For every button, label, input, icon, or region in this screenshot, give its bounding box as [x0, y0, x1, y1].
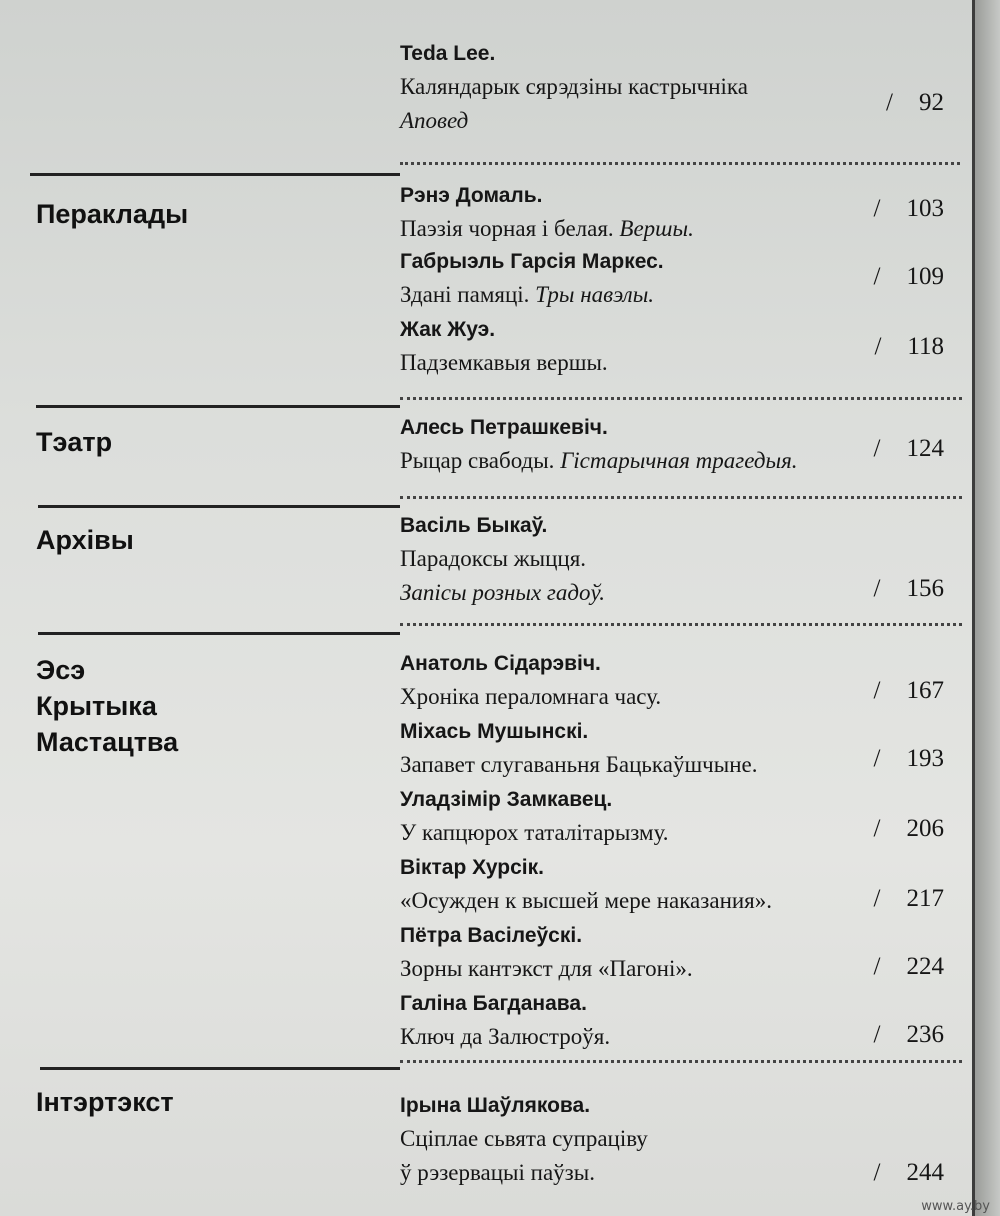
entry-title: Сціплае сьвята супраціву: [400, 1126, 648, 1151]
toc-entry: [400, 988, 960, 1054]
page-separator: /: [886, 89, 893, 116]
entry-page: / 156: [873, 575, 944, 602]
entry-author: Васіль Быкаў.: [400, 514, 548, 537]
toc-entry: [400, 920, 960, 986]
entry-author: Teda Lee.: [400, 42, 496, 65]
entry-page: / 217: [873, 885, 944, 912]
entry-page: / 103: [873, 195, 944, 222]
book-gutter-shadow: [975, 0, 1000, 1216]
entry-title: Падземкавыя вершы.: [400, 350, 608, 375]
entry-author: Міхась Мушынскі.: [400, 720, 589, 743]
entry-title: Запавет слугаваньня Бацькаўшчыне.: [400, 752, 758, 777]
page-number: 92: [919, 89, 944, 116]
entry-page: / 244: [873, 1159, 944, 1186]
entry-title: Зорны кантэкст для «Пагоні».: [400, 956, 693, 981]
entry-author: Пётра Васілеўскі.: [400, 924, 583, 947]
section-rule: [40, 1067, 400, 1070]
entry-author: Габрыэль Гарсія Маркес.: [400, 250, 664, 273]
entry-subtitle: Запісы розных гадоў.: [400, 580, 606, 605]
entry-author: Анатоль Сідарэвіч.: [400, 652, 601, 675]
entry-author: Ірына Шаўлякова.: [400, 1094, 591, 1117]
entry-author: Рэнэ Домаль.: [400, 184, 543, 207]
dotted-rule: [400, 496, 962, 499]
entry-page: / 118: [874, 333, 944, 360]
entry-title: Рыцар свабоды. Гістарычная трагедыя.: [400, 448, 798, 473]
toc-entry: [400, 510, 960, 610]
entry-page: / 236: [873, 1021, 944, 1048]
entry-title: У капцюрох таталітарызму.: [400, 820, 669, 845]
entry-genre: Аповед: [400, 108, 469, 133]
section-title-archives: Архівы: [36, 525, 134, 555]
entry-page: / 224: [873, 953, 944, 980]
entry-page: [886, 86, 944, 120]
dotted-rule: [400, 162, 960, 165]
toc-entry: [400, 38, 960, 138]
toc-entry: [400, 716, 960, 782]
entry-author: Жак Жуэ.: [400, 318, 496, 341]
toc-entry: [400, 246, 960, 312]
toc-entry: [400, 648, 960, 714]
section-title-translations: Пераклады: [36, 199, 189, 229]
entry-title-cont: ў рэзервацыі паўзы.: [400, 1160, 595, 1185]
section-rule: [30, 173, 400, 176]
section-rule: [38, 632, 400, 635]
entry-title: Хроніка пераломнага часу.: [400, 684, 662, 709]
section-title-intertext: Інтэртэкст: [36, 1087, 174, 1117]
toc-entry: [400, 412, 960, 478]
entry-title: Каляндарык сярэдзіны кастрычніка: [400, 74, 748, 99]
entry-title: Ключ да Залюстроўя.: [400, 1024, 611, 1049]
section-title-essays: Эсэ Крытыка Мастацтва: [36, 655, 179, 757]
entry-title: Парадоксы жыцця.: [400, 546, 587, 571]
entry-author: Віктар Хурсік.: [400, 856, 544, 879]
toc-entry: [400, 784, 960, 850]
toc-entry: [400, 180, 960, 246]
section-rule: [38, 505, 400, 508]
toc-entry: [400, 1090, 960, 1190]
entry-title: «Осужден к высшей мере наказания».: [400, 888, 773, 913]
entry-page: / 124: [873, 435, 944, 462]
section-title-theatre: Тэатр: [36, 427, 113, 457]
entry-title: Здані памяці. Тры навэлы.: [400, 282, 655, 307]
entry-page: / 193: [873, 745, 944, 772]
entry-author: Алесь Петрашкевіч.: [400, 416, 608, 439]
entry-author: Галіна Багданава.: [400, 992, 587, 1015]
toc-entry: [400, 852, 960, 918]
entry-page: / 167: [873, 677, 944, 704]
dotted-rule: [400, 397, 962, 400]
entry-page: / 109: [873, 263, 944, 290]
entry-title: Паэзія чорная і белая. Вершы.: [400, 216, 694, 241]
dotted-rule: [400, 1060, 962, 1063]
entry-page: / 206: [873, 815, 944, 842]
watermark: www.ay.by: [921, 1199, 990, 1214]
section-rule: [36, 405, 400, 408]
toc-entry: [400, 314, 960, 380]
dotted-rule: [400, 623, 962, 626]
entry-author: Уладзімір Замкавец.: [400, 788, 613, 811]
